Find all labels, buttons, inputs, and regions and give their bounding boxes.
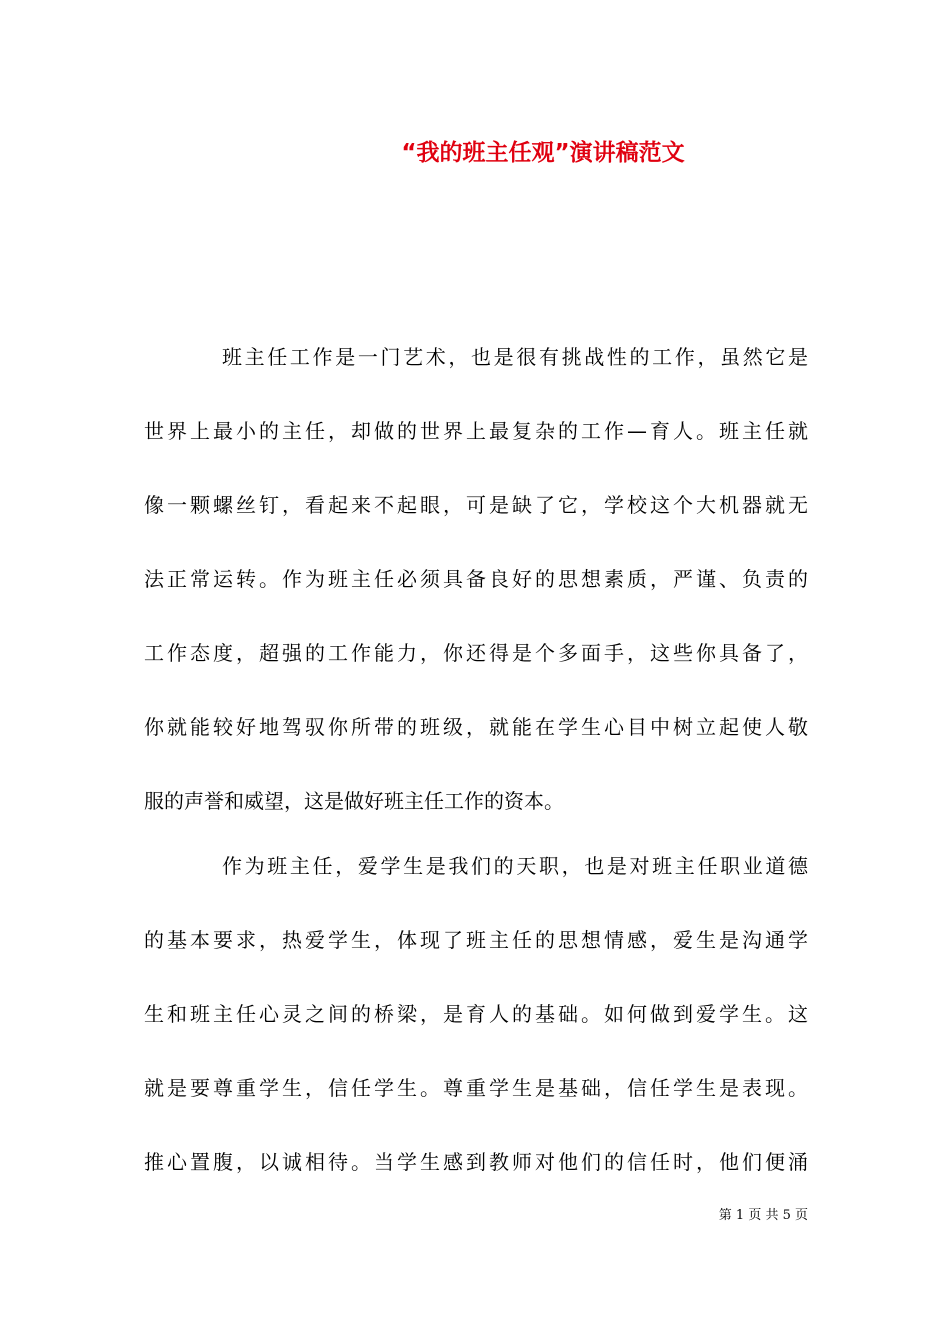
paragraph-2-line-3: 生和班主任心灵之间的桥梁，是育人的基础。如何做到爱学生。这 bbox=[144, 1002, 808, 1026]
paragraph-1-line-7: 服的声誉和威望，这是做好班主任工作的资本。 bbox=[144, 789, 564, 813]
paragraph-1-line-5: 工作态度，超强的工作能力，你还得是个多面手，这些你具备了， bbox=[144, 641, 808, 665]
paragraph-1-line-4: 法正常运转。作为班主任必须具备良好的思想素质，严谨、负责的 bbox=[144, 567, 808, 591]
paragraph-1-line-6: 你就能较好地驾驭你所带的班级，就能在学生心目中树立起使人敬 bbox=[144, 715, 808, 739]
paragraph-1-line-2: 世界上最小的主任，却做的世界上最复杂的工作—育人。班主任就 bbox=[144, 419, 808, 443]
document-title: “我的班主任观”演讲稿范文 bbox=[401, 140, 685, 166]
paragraph-2-line-2: 的基本要求，热爱学生，体现了班主任的思想情感，爱生是沟通学 bbox=[144, 928, 808, 952]
paragraph-1-line-1: 班主任工作是一门艺术，也是很有挑战性的工作，虽然它是 bbox=[222, 345, 808, 369]
page-footer: 第 1 页 共 5 页 bbox=[718, 1208, 808, 1223]
paragraph-2-line-4: 就是要尊重学生，信任学生。尊重学生是基础，信任学生是表现。 bbox=[144, 1076, 808, 1100]
paragraph-2-line-5: 推心置腹，以诚相待。当学生感到教师对他们的信任时，他们便涌 bbox=[144, 1150, 808, 1174]
paragraph-2-line-1: 作为班主任，爱学生是我们的天职，也是对班主任职业道德 bbox=[222, 854, 808, 878]
paragraph-1-line-3: 像一颗螺丝钉，看起来不起眼，可是缺了它，学校这个大机器就无 bbox=[144, 493, 808, 517]
